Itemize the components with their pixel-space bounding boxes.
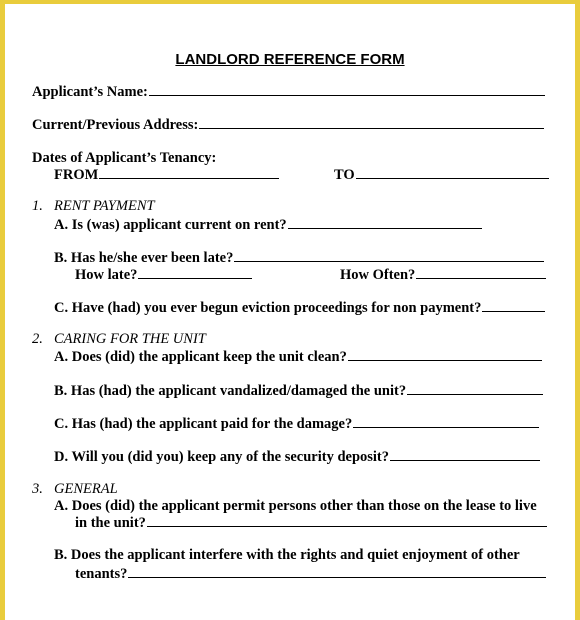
general-question-b-line2 [75, 565, 546, 583]
question-text: in the unit? [75, 515, 146, 531]
section-number: 1. [32, 198, 43, 214]
to-row [334, 166, 549, 184]
general-question-b-line1: B. Does the applicant interfere with the rights and quiet enjoyment of other [54, 547, 520, 563]
from-row [54, 166, 279, 184]
rent-question-c [54, 299, 545, 317]
section-general [32, 481, 118, 498]
question-text: C. Has (had) the applicant paid for the damage? [54, 416, 353, 432]
section-title: RENT PAYMENT [54, 198, 155, 214]
how-late-row [75, 266, 252, 284]
applicant-name-field[interactable] [149, 83, 545, 96]
rent-question-b [54, 249, 544, 267]
question-text: D. Will you (did you) keep any of the security deposit? [54, 449, 390, 465]
address-field[interactable] [199, 116, 544, 129]
question-text: B. Has he/she ever been late? [54, 250, 234, 266]
other-persons-field[interactable] [147, 514, 547, 527]
applicant-name-row [32, 83, 545, 101]
how-often-row [340, 266, 546, 284]
section-title: CARING FOR THE UNIT [54, 331, 206, 347]
section-title: GENERAL [54, 481, 118, 497]
address-row [32, 116, 544, 134]
eviction-field[interactable] [482, 299, 545, 312]
rent-question-a [54, 216, 482, 234]
how-late-field[interactable] [138, 266, 252, 279]
section-number: 3. [32, 481, 43, 497]
form-page [5, 4, 575, 620]
unit-damaged-field[interactable] [407, 382, 543, 395]
general-question-a-line2 [75, 514, 547, 532]
general-question-a-line1: A. Does (did) the applicant permit persons other than those on the lease to live [54, 498, 537, 514]
section-rent-payment [32, 198, 155, 215]
damage-paid-field[interactable] [353, 415, 539, 428]
tenancy-label: Dates of Applicant’s Tenancy: [32, 150, 217, 166]
how-often-label: How Often? [340, 267, 416, 283]
unit-clean-field[interactable] [348, 348, 542, 361]
question-text: A. Is (was) applicant current on rent? [54, 217, 287, 233]
how-late-label: How late? [75, 267, 138, 283]
form-title: LANDLORD REFERENCE FORM [175, 51, 405, 68]
from-field[interactable] [99, 166, 279, 179]
unit-question-b [54, 382, 543, 400]
to-label: TO [334, 167, 355, 183]
security-deposit-field[interactable] [390, 448, 540, 461]
unit-question-d [54, 448, 540, 466]
applicant-name-label: Applicant’s Name: [32, 84, 148, 100]
unit-question-a [54, 348, 542, 366]
question-text: B. Has (had) the applicant vandalized/damaged the unit? [54, 383, 407, 399]
ever-late-field[interactable] [234, 249, 544, 262]
to-field[interactable] [356, 166, 549, 179]
unit-question-c [54, 415, 539, 433]
interfere-field[interactable] [128, 565, 546, 578]
question-text: tenants? [75, 566, 128, 582]
how-often-field[interactable] [416, 266, 546, 279]
from-label: FROM [54, 167, 99, 183]
question-text: A. Does (did) the applicant keep the unit clean? [54, 349, 347, 365]
section-number: 2. [32, 331, 43, 347]
rent-current-field[interactable] [288, 216, 482, 229]
section-caring-for-unit [32, 331, 206, 348]
question-text: C. Have (had) you ever begun eviction proceedings for non payment? [54, 300, 482, 316]
address-label: Current/Previous Address: [32, 117, 199, 133]
